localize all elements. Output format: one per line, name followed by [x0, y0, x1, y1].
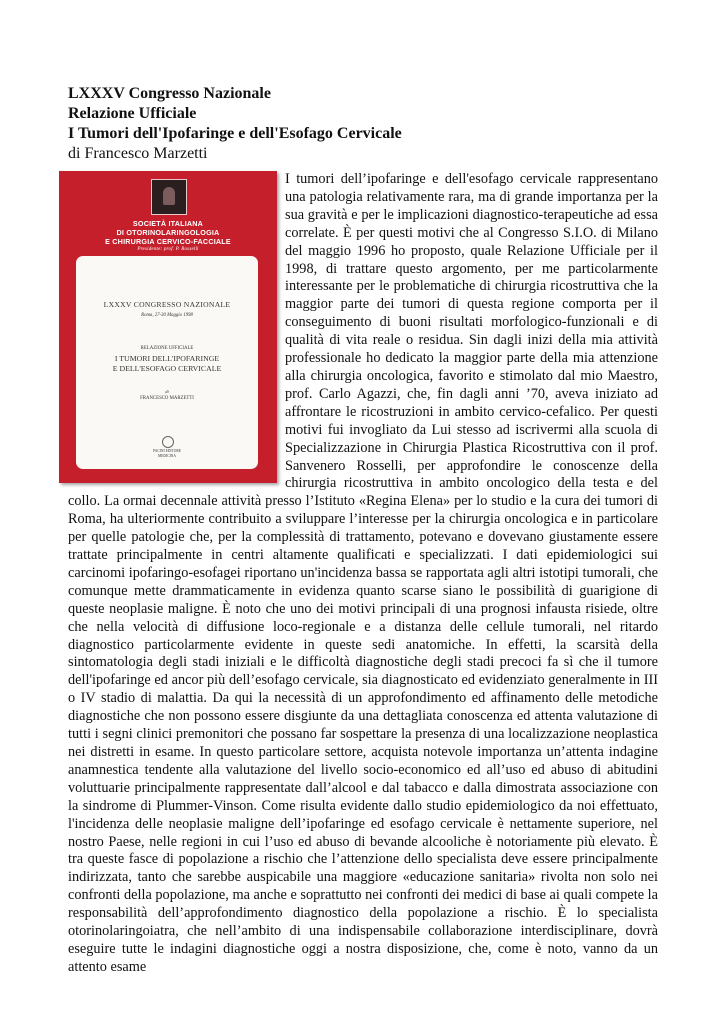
- cover-title-panel: [76, 256, 258, 469]
- cover-society-line1: SOCIETÀ ITALIANA: [132, 219, 204, 228]
- congress-heading: LXXXV Congresso Nazionale: [68, 85, 271, 102]
- cover-report-label: RELAZIONE UFFICIALE: [140, 346, 194, 351]
- society-emblem-icon: [151, 179, 187, 215]
- cover-society-line3: E CHIRURGIA CERVICO-FACCIALE: [105, 237, 231, 246]
- book-cover-image: [59, 171, 277, 483]
- cover-title: [76, 354, 258, 374]
- body-paragraph: I tumori dell’ipofaringe e dell'esofago cervicale rappresentano una patologia relativamente rara, ma di grande importanza per la sua gravità e per le implicazioni diagnostico-terapeutiche ad essa correlate. È per questi motivi che al Congresso S.I.O. di Milano del maggio 1996 ho proposto, quale Relazione Ufficiale per il 1998, di trattare questo argomento, per me particolarmente interessante per le problematiche di chirurgia ricostruttiva che la maggior parte dei tumori di questa regione comporta per il conseguimento di buoni risultati morfologico-funzionali e di qualità di vita reale o residua. Sin dagli inizi della mia attività professionale ho dedicato la maggior parte della mia attenzione alla chirurgia oncologica, favorito e stimolato dal mio Maestro, prof. Carlo Agazzi, che, fin dagli anni ’70, aveva iniziato ad affrontare le ricostruzioni in ambito cervico-cefalico. Per questi motivi fui invogliato da Lui stesso ad iscrivermi alla scuola di Specializzazione in Chirurgia Plastica Ricostruttiva con il prof. Sanvenero Rosselli, per approfondire le conoscenze della chirurgia ricostruttiva in ambito oncologico della testa e del collo. La ormai decennale attività presso l’Istituto «Regina Elena» per lo studio e la cura dei tumori di Roma, ha ulteriormente contribuito a sviluppare l’interesse per la chirurgia oncologica e in particolare per quelle patologie che, per la complessità di trattamento, potevano e dovevano giustamente essere trattate principalmente in centri altamente qualificati e specializzati. I dati epidemiologici sui carcinomi ipofaringo-esofagei riportano un'incidenza bassa se rapportata agli altri istotipi tumorali, che comunque mette drammaticamente in evidenza quanto scarse siano le possibilità di guarigione di queste neoplasie maligne. È noto che uno dei motivi principali di una prognosi infausta risiede, oltre che nella velocità di diffusione loco-regionale e a distanza delle cellule tumorali, nel ritardo diagnostico particolarmente evidente in queste sedi anatomiche. In effetti, la scarsità della sintomatologia degli stadi iniziali e le difficoltà diagnostiche degli stadi precoci fa sì che il tumore dell'ipofaringe ed ancor più dell’esofago cervicale, sia diagnosticato ed evidenziato generalmente in III o IV stadio di malattia. Da qui la necessità di un approfondimento ed affinamento delle metodiche diagnostiche che non possono essere disgiunte da una dettagliata conoscenza ed attenta valutazione di tutti i segni clinici premonitori che possano far sospettare la presenza di una localizzazione neoplastica nei distretti in esame. In questo particolare settore, acquista notevole importanza un’attenta indagine anamnestica tendente alla valutazione del livello socio-economico ed all’uso ed abuso di abitudini voluttuarie principalmente rappresentate dall’alcool e dal tabacco e dalla dimostrata associazione con la sindrome di Plummer-Vinson. Come risulta evidente dallo studio epidemiologico da noi effettuato, l'incidenza delle neoplasie maligne dell’ipofaringe ed esofago cervicale è nettamente superiore, nel nostro Paese, nelle regioni in cui l’uso ed abuso di bevande alcooliche è notoriamente più elevato. È tra queste fasce di popolazione a rischio che l’attenzione dello specialista deve essere principalmente indirizzata, tanto che sarebbe auspicabile una maggiore «educazione sanitaria» rivolta non solo nei confronti della popolazione, ma anche e soprattutto nei confronti dei medici di base ai quali compete la responsabilità dell’approfondimento diagnostico della popolazione a rischio. È lo specialista otorinolaringoiatra, che nell’ambito di una indispensabile collaborazione interdisciplinare, dovrà eseguire tutte le indagini diagnostiche oggi a nostra disposizione, che, come è noto, vanno da un attento esame: [68, 171, 658, 975]
- report-type-heading: Relazione Ufficiale: [68, 105, 197, 122]
- cover-title-line1: I TUMORI DELL'IPOFARINGE: [114, 354, 220, 363]
- cover-publisher-line2: MEDICINA: [158, 454, 176, 458]
- cover-publisher: [76, 449, 258, 459]
- author-byline: di Francesco Marzetti: [68, 145, 208, 162]
- cover-by: di: [165, 389, 169, 394]
- document-page: [68, 84, 658, 977]
- publisher-logo-icon: [162, 436, 174, 448]
- cover-publisher-line1: PACINI EDITORE: [153, 449, 181, 453]
- cover-society-name: [59, 219, 277, 253]
- cover-dates: Roma, 27-30 Maggio 1998: [141, 313, 193, 318]
- cover-society-line2: DI OTORINOLARINGOLOGIA: [116, 228, 220, 237]
- report-title-heading: I Tumori dell'Ipofaringe e dell'Esofago Cervicale: [68, 125, 402, 142]
- cover-title-line2: E DELL'ESOFAGO CERVICALE: [112, 364, 222, 373]
- cover-president: Presidente: prof. P. Rosselli: [137, 247, 199, 252]
- cover-author: FRANCESCO MARZETTI: [140, 396, 194, 401]
- cover-congress: LXXXV CONGRESSO NAZIONALE: [103, 300, 231, 309]
